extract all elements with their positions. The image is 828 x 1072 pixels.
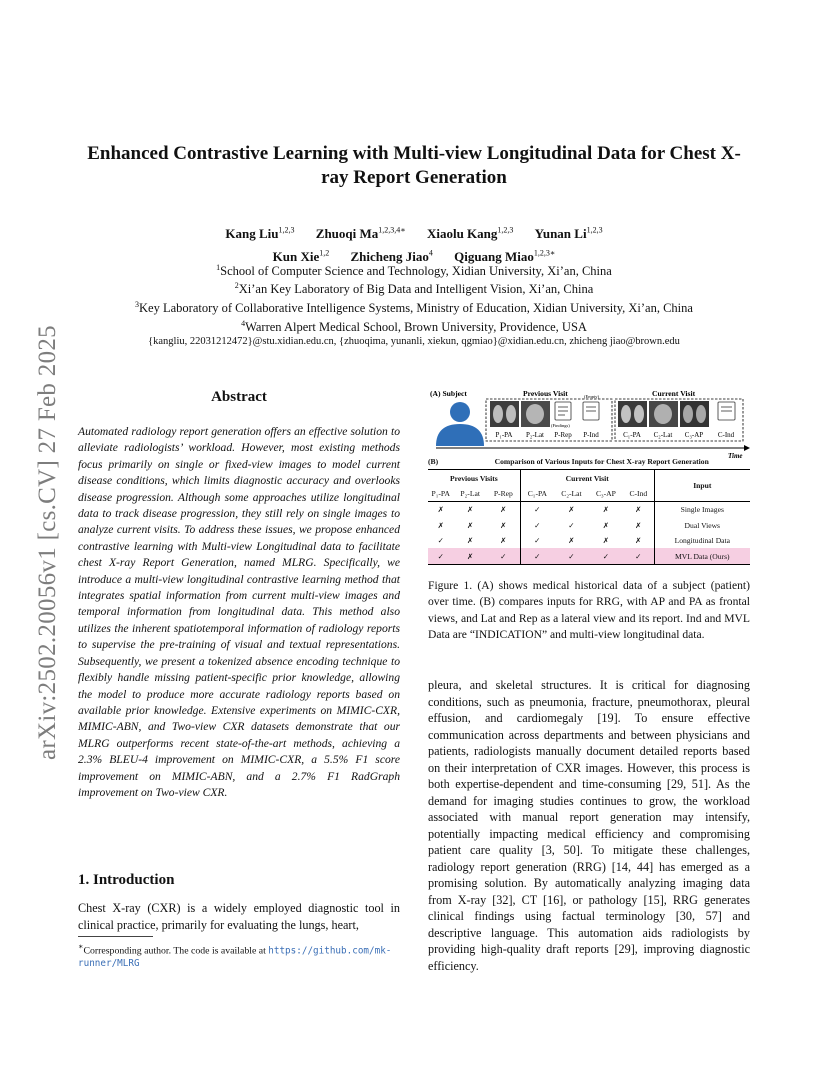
group-header-input: Input	[693, 481, 712, 491]
input-comparison-table	[428, 454, 750, 565]
column-header: P₂-Lat	[460, 488, 480, 498]
footnote: ∗Corresponding author. The code is available at https://github.com/mk-runner/MLRG	[78, 942, 392, 970]
affiliation-4: $^4$Warren Alpert Medical School, Brown University, Providence, USA	[241, 319, 587, 335]
input-label: Longitudinal Data	[674, 536, 731, 546]
arxiv-sidebar	[14, 285, 61, 760]
affiliation-3: $^3$Key Laboratory of Collaborative Intelligence Systems, Ministry of Education, Xidian University, Xi’an, China	[135, 300, 693, 316]
column-header: C-Ind	[623, 486, 654, 502]
figure-panel-a	[428, 386, 750, 460]
item-label: C₂-Lat	[653, 431, 673, 439]
table-title-row	[428, 454, 750, 470]
author: Qiguang Miao$^{1,2,3∗}$	[454, 248, 556, 264]
table-row-highlighted: ✓ ✗ ✓ ✓ ✓ ✓ ✓ MVL Data (Ours)	[428, 548, 750, 564]
previous-visit-label: Previous Visit	[523, 389, 568, 398]
introduction-heading: 1. Introduction	[78, 872, 175, 888]
author: Zhuoqi $Ma^{1,2,3,4∗}$	[315, 226, 406, 242]
author-line-1	[80, 221, 748, 243]
introduction-text: Chest X-ray (CXR) is a widely employed diagnostic tool in clinical practice, primarily for evaluating the lungs, heart,	[78, 901, 400, 932]
panel-b-title: Comparison of Various Inputs for Chest X-ray Report Generation	[494, 457, 709, 467]
document-icons	[555, 402, 599, 420]
author: Zhicheng Jiao$^4$	[350, 248, 433, 264]
item-label: P-Ind	[583, 431, 599, 439]
introduction-text-continued: pleura, and skeletal structures. It is critical for diagnosing conditions, such as pneumonia, fracture, pneumothorax, pleural effusion, and cardiomegaly [19]. To ensure effective communication across departments and between physicians and patients, radiologists manually document detailed reports based on their interpretation of CXR images. However, this process is both expertise-dependent and time-consuming [29, 51]. As the demand for imaging studies continues to grow, the workload associated with manual report generation may intensify, potentially impacting medical efficiency and compromising patient care quality [3, 50]. To mitigate these challenges, radiology report generation (RRG) [14, 44] has emerged as a promising solution. By automatically analyzing imaging data from X-ray [32], CT [16], or pathology [15], RRG generates clinical findings using factual terminology [30, 57] and descriptive language. This automation aids radiologists by providing high-quality draft reports [29], improving diagnostic efficiency.	[428, 678, 750, 973]
column-header: P₁-PA	[431, 488, 450, 498]
item-label: C₁-PA	[623, 431, 641, 439]
paper-title: Enhanced Contrastive Learning with Multi-view Longitudinal Data for Chest X-ray Report Generation	[87, 143, 741, 188]
item-label: P₂-Lat	[526, 431, 544, 439]
figure-1-caption: Figure 1. (A) shows medical historical data of a subject (patient) over time. (B) compares inputs for RRG, with AP and PA as frontal views, and Lat and Rep as a lateral view and its report. Ind and MVL Data are “INDICATION” and multi-view longitudinal data.	[428, 579, 750, 642]
group-header-previous: Previous Visits	[428, 470, 520, 486]
author: Kang Liu$^{1,2,3}$	[225, 226, 295, 242]
table-row: ✗ ✗ ✗ ✓ ✗ ✗ ✗ Single Images	[428, 502, 750, 518]
author-emails: {kangliu, 22031212472}@stu.xidian.edu.cn, {zhuoqima, yunanli, xiekun, qgmiao}@xidian.edu.cn, zhicheng jiao@brown.edu	[148, 336, 680, 347]
input-label: Single Images	[680, 505, 724, 515]
column-header: P-Rep	[487, 486, 520, 502]
column-header: C₃-AP	[595, 488, 616, 498]
author: Xiaolu Kang$^{1,2,3}$	[426, 226, 514, 242]
time-label: Time	[728, 452, 743, 460]
affiliation-2: $^2$Xi’an Key Laboratory of Big Data and Intelligent Vision, Xi’an, China	[234, 281, 594, 297]
column-header: C₁-PA	[527, 488, 547, 498]
table-row: ✓ ✗ ✗ ✓ ✗ ✗ ✗ Longitudinal Data	[428, 533, 750, 548]
empty-label: (Empty)	[584, 394, 599, 399]
patient-icon	[436, 402, 484, 446]
item-label: P₁-PA	[495, 431, 513, 439]
table-row: ✗ ✗ ✗ ✓ ✓ ✗ ✗ Dual Views	[428, 518, 750, 533]
author: Yunan Li$^{1,2,3}$	[534, 226, 603, 242]
abstract-heading: Abstract	[211, 389, 267, 405]
xray-thumbnails-previous	[490, 401, 550, 427]
item-label: P-Rep	[554, 431, 572, 439]
panel-a-label: (A) Subject	[430, 389, 467, 398]
xray-thumbnails-current	[618, 401, 735, 427]
findings-label: (Findings)	[551, 423, 570, 428]
arxiv-identifier: arXiv:2502.20056v1 [cs.CV] 27 Feb 2025	[34, 325, 61, 760]
panel-b-label: (B)	[428, 457, 439, 467]
current-visit-label: Current Visit	[652, 389, 696, 398]
input-label: Dual Views	[684, 520, 721, 530]
item-label: C₃-AP	[684, 431, 704, 439]
figure-1	[428, 386, 750, 574]
input-label: MVL Data (Ours)	[654, 548, 750, 564]
author: Kun Xie$^{1,2}$	[272, 248, 330, 264]
footnote-rule	[78, 936, 153, 937]
code-link[interactable]: https://github.com/mk-runner/MLRG	[78, 945, 392, 970]
item-label: C-Ind	[717, 431, 735, 439]
group-header-current: Current Visit	[520, 470, 654, 486]
column-header: C₂-Lat	[561, 488, 582, 498]
affiliation-1: $^1$School of Computer Science and Technology, Xidian University, Xi’an, China	[216, 263, 612, 279]
abstract-text: Automated radiology report generation offers an effective solution to alleviate radiologists’ workload. However, most existing methods focus primarily on single or fixed-view images to model current disease conditions, which limits diagnostic accuracy and overlooks disease progression. Although some approaches utilize longitudinal data to track disease progression, they still rely on single images to analyze current visits. To address these issues, we propose enhanced contrastive learning with Multi-view Longitudinal data to facilitate chest X-ray Report Generation, named MLRG. Specifically, we introduce a multi-view longitudinal contrastive learning method that integrates spatial information from current multi-view images and temporal information from longitudinal data. This method also utilizes the inherent spatiotemporal information of radiology reports to supervise the pre-training of visual and textual representations. Subsequently, we present a tokenized absence encoding technique to flexibly handle missing patient-specific prior knowledge, allowing the model to produce more accurate radiology reports based on available prior knowledge. Extensive experiments on MIMIC-CXR, MIMIC-ABN, and Two-view CXR datasets demonstrate that our MLRG outperforms recent state-of-the-art methods, achieving a 2.3% BLEU-4 improvement on MIMIC-CXR, a 5.5% F1 score improvement on MIMIC-ABN, and a 2.7% F1 RadGraph improvement on Two-view CXR.	[78, 425, 400, 799]
